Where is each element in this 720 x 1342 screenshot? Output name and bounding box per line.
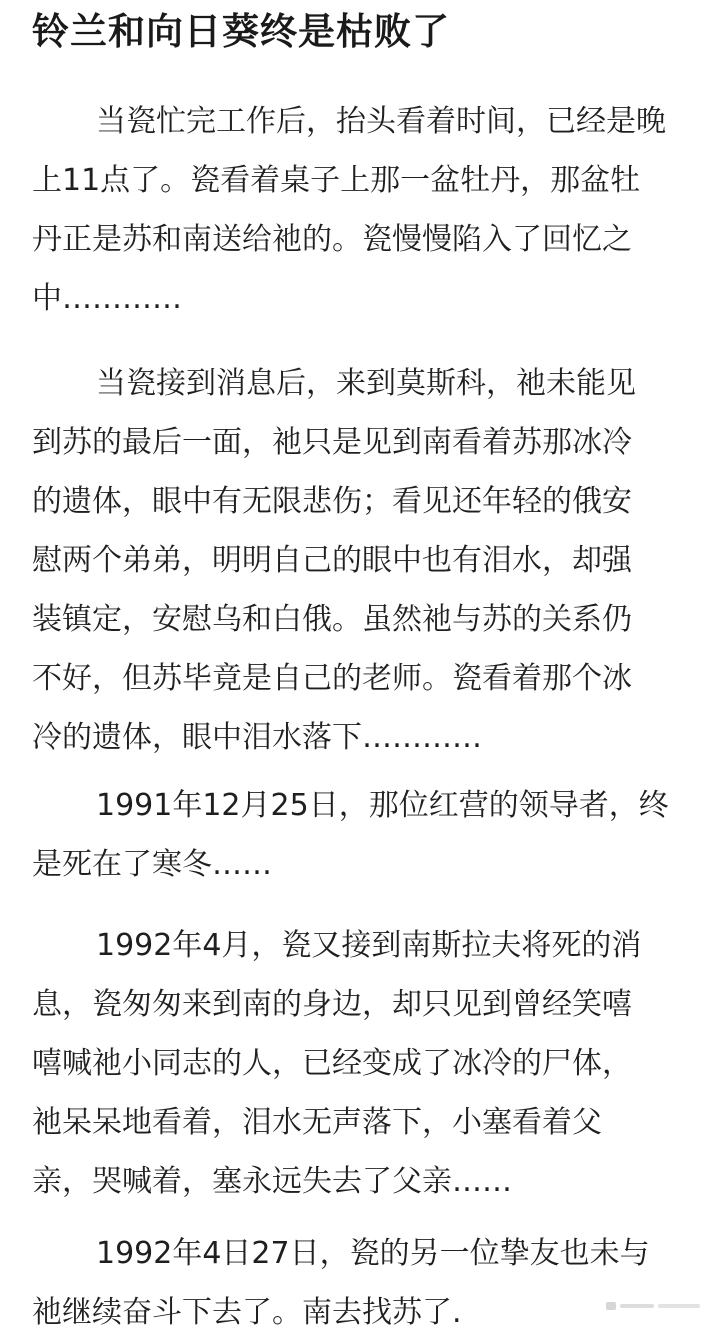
paragraph-line: 中………… [32, 281, 182, 316]
paragraph-line: 上11点了。瓷看着桌子上那一盆牡丹，那盆牡 [32, 163, 641, 198]
paragraph-line: 1992年4月，瓷又接到南斯拉夫将死的消 [96, 928, 642, 963]
paragraph-line: 嘻喊祂小同志的人，已经变成了冰冷的尸体， [32, 1046, 632, 1081]
paragraph-line: 冷的遗体，眼中泪水落下………… [32, 720, 482, 755]
paragraph-line: 1992年4日27日，瓷的另一位挚友也未与 [96, 1236, 650, 1271]
paragraph-line: 亲，哭喊着，塞永远失去了父亲…… [32, 1164, 512, 1199]
paragraph-line: 装镇定，安慰乌和白俄。虽然祂与苏的关系仍 [32, 602, 632, 637]
paragraph-line: 当瓷接到消息后，来到莫斯科，祂未能见 [96, 366, 636, 401]
paragraph-line: 慰两个弟弟，明明自己的眼中也有泪水，却强 [32, 543, 632, 578]
paragraph-2 [32, 354, 692, 767]
paragraph-line: 不好，但苏毕竟是自己的老师。瓷看着那个冰 [32, 661, 632, 696]
paragraph-4 [32, 916, 692, 1211]
paragraph-1 [32, 92, 692, 328]
watermark [606, 1299, 702, 1316]
article-title: 铃兰和向日葵终是枯败了 [32, 10, 450, 53]
paragraph-line: 1991年12月25日，那位红营的领导者，终 [96, 788, 669, 823]
paragraph-line: 当瓷忙完工作后，抬头看着时间，已经是晚 [96, 104, 666, 139]
paragraph-line: 到苏的最后一面，祂只是见到南看着苏那冰冷 [32, 425, 632, 460]
paragraph-line: 丹正是苏和南送给祂的。瓷慢慢陷入了回忆之 [32, 222, 632, 257]
paragraph-line: 祂呆呆地看着，泪水无声落下，小塞看着父 [32, 1105, 602, 1140]
paragraph-3 [32, 776, 692, 894]
paragraph-line: 祂继续奋斗下去了。南去找苏了. [32, 1295, 462, 1330]
paragraph-line: 是死在了寒冬…… [32, 847, 272, 882]
paragraph-line: 的遗体，眼中有无限悲伤；看见还年轻的俄安 [32, 484, 632, 519]
paragraph-line: 息，瓷匆匆来到南的身边，却只见到曾经笑嘻 [32, 987, 632, 1022]
paragraph-5 [32, 1224, 692, 1342]
